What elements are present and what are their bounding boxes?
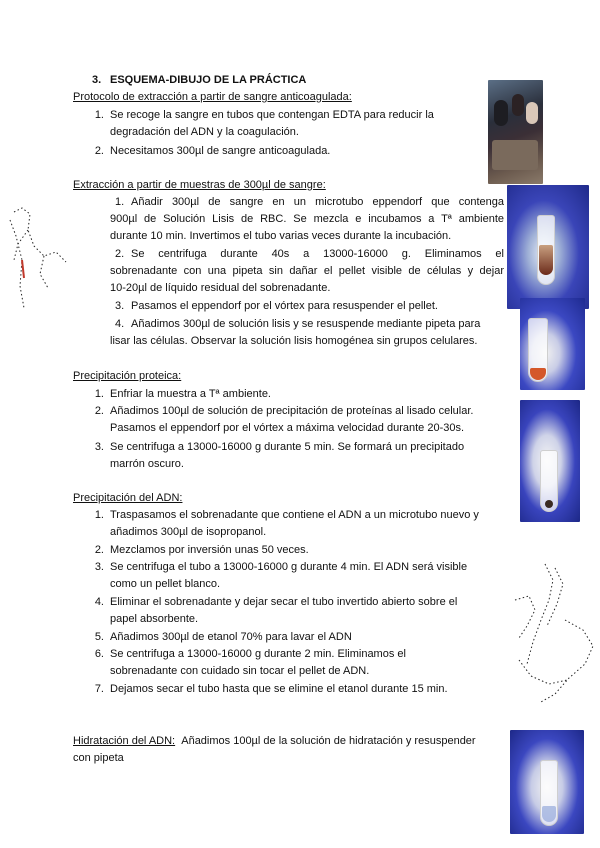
section-title-text: ESQUEMA-DIBUJO DE LA PRÁCTICA [110,74,307,86]
list-item-line: Se centrifuga a 13000-16000 g durante 5 min. Se formará un precipitado [110,441,465,453]
lab-students-photo [488,80,543,184]
protocolo-heading: Protocolo de extracción a partir de sangre anticoagulada: [73,91,352,103]
section-title [92,72,306,89]
hidratacion-text-line2: con pipeta [73,752,124,764]
list-number: 4. [94,596,104,608]
list-item-line: Se centrifuga durante 40s a 13000-16000 g. Eliminamos el [131,248,504,260]
list-number: 4. [115,318,125,330]
hand-sketch-drawing [0,200,80,315]
list-item-line: Añadimos 100µl de solución de precipitación de proteínas al lisado celular. [110,405,474,417]
list-item-line: Traspasamos el sobrenadante que contiene el ADN a un microtubo nuevo y [110,509,479,521]
list-item-line: durante 10 min. Invertimos el tubo varias veces durante la incubación. [110,230,452,242]
list-item-line: Eliminar el sobrenadante y dejar secar el tubo invertido abierto sobre el [110,596,458,608]
list-number: 3. [94,561,104,573]
pipette-sketch-drawing [505,560,600,705]
list-number: 2. [94,405,104,417]
list-number: 3. [94,441,104,453]
list-number: 3. [115,300,125,312]
hidratacion-heading: Hidratación del ADN: [73,735,176,747]
list-item-line: sobrenadante con cuidado sin tocar el pellet de ADN. [110,665,370,677]
list-item-line: como un pellet blanco. [110,578,221,590]
list-number: 2. [94,145,104,157]
list-item-line: añadimos 300µl de isopropanol. [110,526,267,538]
section-number: 3. [92,74,102,86]
list-item-line: sobrenadante con una pipeta sin dañar el pellet visible de células y dejar [110,265,504,277]
list-number: 1. [115,196,125,208]
list-item-line: papel absorbente. [110,613,199,625]
list-item-line: Añadimos 300µl de etanol 70% para lavar el ADN [110,631,352,643]
eppendorf-blood-photo [507,185,589,309]
list-item-line: marrón oscuro. [110,458,184,470]
list-item-line: Necesitamos 300µl de sangre anticoagulada. [110,145,331,157]
list-number: 7. [94,683,104,695]
list-item-line: Se centrifuga a 13000-16000 g durante 2 min. Eliminamos el [110,648,406,660]
list-number: 2. [115,248,125,260]
eppendorf-hydration-photo [510,730,584,834]
list-item-line: degradación del ADN y la coagulación. [110,126,299,138]
list-item-line: 900µl de Solución Lisis de RBC. Se mezcla e incubamos a Tª ambiente [110,213,504,225]
list-item-line: Pasamos el eppendorf por el vórtex para resuspender el pellet. [131,300,438,312]
hidratacion-paragraph [73,733,476,750]
list-item-line: Enfriar la muestra a Tª ambiente. [110,388,271,400]
list-item-line: Dejamos secar el tubo hasta que se elimine el etanol durante 15 min. [110,683,448,695]
list-item-line: 10-20µl de líquido residual del sobrenadante. [110,282,331,294]
hidratacion-text: Añadimos 100µl de la solución de hidratación y resuspender [181,735,476,747]
eppendorf-lysis-photo [520,298,585,390]
eppendorf-pellet-photo [520,400,580,522]
list-item-line: lisar las células. Observar la solución lisis homogénea sin grupos celulares. [110,335,478,347]
list-item-line: Añadimos 300µl de solución lisis y se resuspende mediante pipeta para [131,318,481,330]
list-number: 1. [94,109,104,121]
list-item-line: Añadir 300µl de sangre en un microtubo eppendorf que contenga [131,196,504,208]
list-number: 1. [94,388,104,400]
list-item-line: Se centrifuga el tubo a 13000-16000 g durante 4 min. El ADN será visible [110,561,468,573]
list-item-line: Se recoge la sangre en tubos que contengan EDTA para reducir la [110,109,434,121]
precipitacion-adn-heading: Precipitación del ADN: [73,492,183,504]
list-number: 5. [94,631,104,643]
list-number: 6. [94,648,104,660]
list-number: 1. [94,509,104,521]
precipitacion-proteica-heading: Precipitación proteica: [73,370,182,382]
list-item-line: Mezclamos por inversión unas 50 veces. [110,544,309,556]
extraccion-heading: Extracción a partir de muestras de 300µl de sangre: [73,179,326,191]
list-number: 2. [94,544,104,556]
list-item-line: Pasamos el eppendorf por el vórtex a máxima velocidad durante 20-30s. [110,422,465,434]
